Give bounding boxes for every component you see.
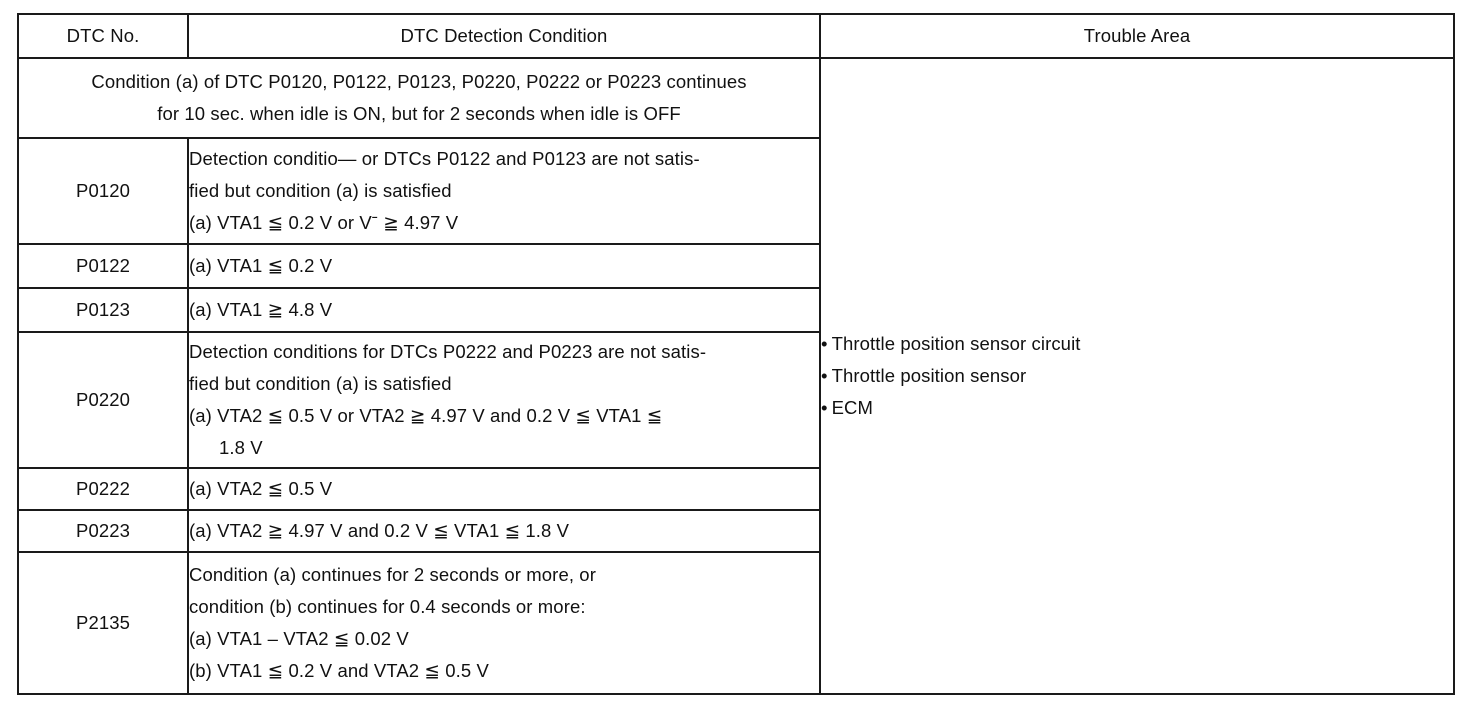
trouble-area-item [821,392,1453,424]
dtc-condition [188,552,820,694]
summary-line-2: for 10 sec. when idle is ON, but for 2 seconds when idle is OFF [157,103,681,124]
bullet-icon: • [821,333,828,354]
condition-line: (a) VTA1 ≦ 0.2 V [189,255,333,276]
summary-line-1: Condition (a) of DTC P0120, P0122, P0123, P0220, P0222 or P0223 continues [91,71,747,92]
condition-line: fied but condition (a) is satisfied [189,180,452,201]
trouble-area-text: ECM [831,397,873,418]
dtc-condition [188,332,820,468]
trouble-area-item [821,328,1453,360]
dtc-condition [188,244,820,288]
condition-line: (b) VTA1 ≦ 0.2 V and VTA2 ≦ 0.5 V [189,660,489,681]
summary-cell [18,58,820,138]
header-trouble-area: Trouble Area [820,14,1454,58]
header-row [18,14,1454,58]
header-detection-condition: DTC Detection Condition [188,14,820,58]
trouble-area-item [821,360,1453,392]
dtc-code: P0123 [18,288,188,332]
dtc-code: P0220 [18,332,188,468]
dtc-condition [188,288,820,332]
trouble-area-cell [820,58,1454,694]
dtc-table-container [17,13,1453,693]
condition-line: (a) VTA2 ≦ 0.5 V [189,478,333,499]
summary-row [18,58,1454,138]
condition-line: (a) VTA1 – VTA2 ≦ 0.02 V [189,628,409,649]
trouble-area-text: Throttle position sensor [831,365,1027,386]
condition-line: Detection conditio— or DTCs P0122 and P0123 are not satis- [189,148,700,169]
dtc-code: P0223 [18,510,188,552]
condition-line: Detection conditions for DTCs P0222 and P0223 are not satis- [189,341,707,362]
header-dtc-no: DTC No. [18,14,188,58]
condition-line: condition (b) continues for 0.4 seconds or more: [189,596,586,617]
trouble-area-text: Throttle position sensor circuit [831,333,1081,354]
condition-line: 1.8 V [219,437,263,458]
condition-line: (a) VTA1 ≧ 4.8 V [189,299,333,320]
bullet-icon: • [821,365,828,386]
bullet-icon: • [821,397,828,418]
condition-line: (a) VTA1 ≦ 0.2 V or Vˉ ≧ 4.97 V [189,212,459,233]
dtc-condition [188,138,820,244]
condition-line: Condition (a) continues for 2 seconds or more, or [189,564,596,585]
condition-line: (a) VTA2 ≦ 0.5 V or VTA2 ≧ 4.97 V and 0.2 V ≦ VTA1 ≦ [189,405,663,426]
dtc-code: P0120 [18,138,188,244]
dtc-table [17,13,1455,695]
dtc-code: P0222 [18,468,188,510]
dtc-condition [188,510,820,552]
dtc-condition [188,468,820,510]
condition-line: (a) VTA2 ≧ 4.97 V and 0.2 V ≦ VTA1 ≦ 1.8 V [189,520,570,541]
condition-line: fied but condition (a) is satisfied [189,373,452,394]
dtc-code: P2135 [18,552,188,694]
dtc-code: P0122 [18,244,188,288]
